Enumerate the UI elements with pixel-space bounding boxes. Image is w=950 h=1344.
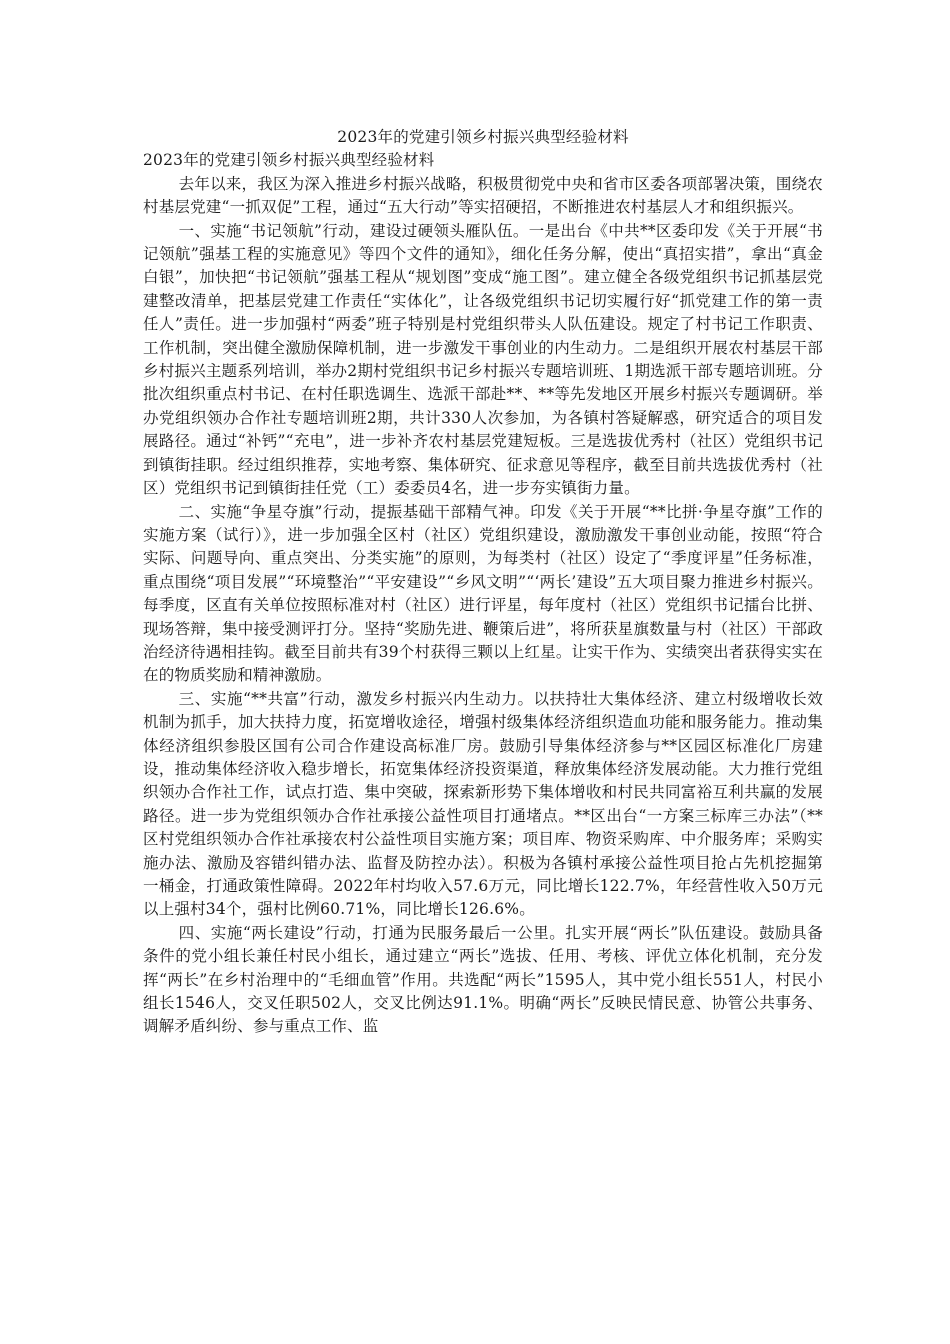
- document-body: [143, 126, 823, 1039]
- document-title: 2023年的党建引领乡村振兴典型经验材料: [337, 128, 629, 146]
- paragraph-section-4: 四、实施“两长建设”行动，打通为民服务最后一公里。扎实开展“两长”队伍建设。鼓励具备条件的党小组长兼任村民小组长，通过建立“两长”选拔、任用、考核、评优立体化机制，充分发挥“两长”在乡村治理中的“毛细血管”作用。共选配“两长”1595人，其中党小组长551人，村民小组长1546人，交叉任职502人，交叉比例达91.1%。明确“两长”反映民情民意、协管公共事务、调解矛盾纠纷、参与重点工作、监: [143, 923, 823, 1036]
- paragraph-section-1: 一、实施“书记领航”行动，建设过硬领头雁队伍。一是出台《中共**区委印发《关于开展“书记领航”强基工程的实施意见》等四个文件的通知》，细化任务分解，使出“真招实措”，拿出“真金白银”，加快把“书记领航”强基工程从“规划图”变成“施工图”。建立健全各级党组织书记抓基层党建整改清单，把基层党建工作责任“实体化”，让各级党组织书记切实履行好“抓党建工作的第一责任人”责任。进一步加强村“两委”班子特别是村党组织带头人队伍建设。规定了村书记工作职责、工作机制，突出健全激励保障机制，进一步激发干事创业的内生动力。二是组织开展农村基层干部乡村振兴主题系列培训，举办2期村党组织书记乡村振兴专题培训班、1期选派干部专题培训班。分批次组织重点村书记、在村任职选调生、选派干部赴**、**等先发地区开展乡村振兴专题调研。举办党组织领办合作社专题培训班2期，共计330人次参加，为各镇村答疑解惑，研究适合的项目发展路径。通过“补钙”“充电”，进一步补齐农村基层党建短板。三是选拔优秀村（社区）党组织书记到镇街挂职。经过组织推荐，实地考察、集体研究、征求意见等程序，截至目前共选拔优秀村（社区）党组织书记到镇街挂任党（工）委委员4名，进一步夯实镇街力量。: [143, 221, 823, 498]
- document-subtitle: 2023年的党建引领乡村振兴典型经验材料: [143, 151, 435, 170]
- paragraph-intro: 去年以来，我区为深入推进乡村振兴战略，积极贯彻党中央和省市区委各项部署决策，围绕农村基层党建“一抓双促”工程，通过“五大行动”等实招硬招，不断推进农村基层人才和组织振兴。: [143, 174, 823, 217]
- paragraph-section-3: 三、实施“**共富”行动，激发乡村振兴内生动力。以扶持壮大集体经济、建立村级增收长效机制为抓手，加大扶持力度，拓宽增收途径，增强村级集体经济组织造血功能和服务能力。推动集体经济组织参股区国有公司合作建设高标准厂房。鼓励引导集体经济参与**区园区标准化厂房建设，推动集体经济收入稳步增长，拓宽集体经济投资渠道，释放集体经济发展动能。大力推行党组织领办合作社工作，试点打造、集中突破，探索新形势下集体增收和村民共同富裕互利共赢的发展路径。进一步为党组织领办合作社承接公益性项目打通堵点。**区出台“一方案三标库三办法”（**区村党组织领办合作社承接农村公益性项目实施方案；项目库、物资采购库、中介服务库；采购实施办法、激励及容错纠错办法、监督及防控办法）。积极为各镇村承接公益性项目抢占先机挖掘第一桶金，打通政策性障碍。2022年村均收入57.6万元，同比增长122.7%，年经营性收入50万元以上强村34个，强村比例60.71%，同比增长126.6%。: [143, 689, 823, 919]
- paragraph-section-2: 二、实施“争星夺旗”行动，提振基础干部精气神。印发《关于开展“**比拼·争星夺旗”工作的实施方案（试行）》，进一步加强全区村（社区）党组织建设，激励激发干事创业动能，按照“符合实际、问题导向、重点突出、分类实施”的原则，为每类村（社区）设定了“季度评星”任务标准，重点围绕“项目发展”“环境整治”“平安建设”“乡风文明”“‘两长’建设”五大项目聚力推进乡村振兴。每季度，区直有关单位按照标准对村（社区）进行评星，每年度村（社区）党组织书记擂台比拼、现场答辩，集中接受测评打分。坚持“奖励先进、鞭策后进”，将所获星旗数量与村（社区）干部政治经济待遇相挂钩。截至目前共有39个村获得三颗以上红星。让实干作为、实绩突出者获得实实在在的物质奖励和精神激励。: [143, 502, 823, 685]
